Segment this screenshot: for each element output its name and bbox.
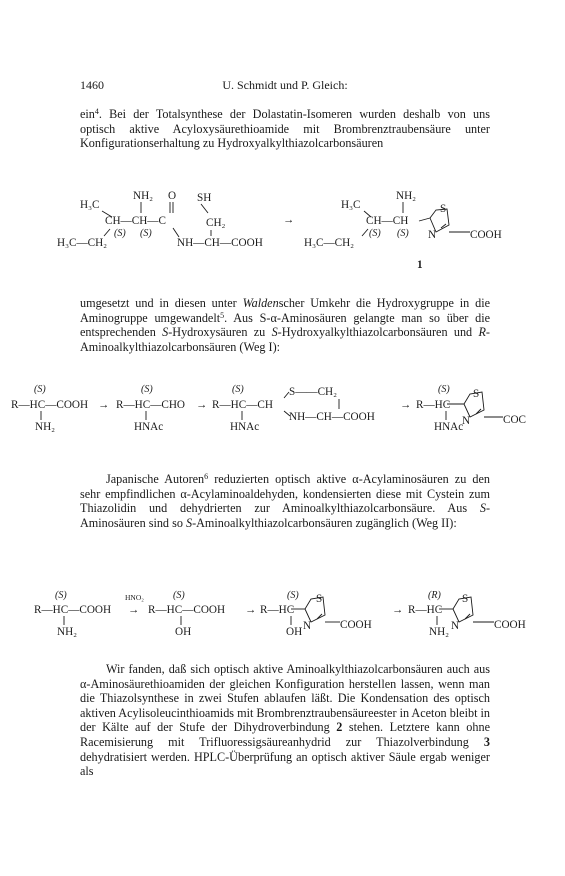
compound-number: 1 xyxy=(417,259,423,271)
stereo-label: (S) xyxy=(232,384,244,395)
label: HNAc xyxy=(230,421,260,433)
reaction-arrow: → xyxy=(128,604,140,616)
text: umgesetzt und in diesen unter xyxy=(80,296,243,310)
ring-atom: N xyxy=(303,620,312,632)
footnote-ref: 5 xyxy=(220,310,225,320)
text: -Aminosäuren sind so xyxy=(80,501,490,530)
stereo-label: (S) xyxy=(173,590,185,601)
label: R—HC—COOH xyxy=(11,399,89,411)
text: dehydratisiert werden. HPLC-Überprüfung an optisch aktiver Säule ergab weniger als xyxy=(80,749,490,779)
reaction-scheme-1 xyxy=(0,182,565,277)
label: R—HC—COOH xyxy=(34,604,112,616)
compound-ref: 3 xyxy=(483,734,490,749)
label: R—HC xyxy=(260,604,295,616)
reaction-arrow: → xyxy=(196,399,208,411)
label: O xyxy=(168,190,177,202)
label: H₃C xyxy=(80,199,100,211)
label: HNAc xyxy=(134,421,164,433)
stereo-label: (S) xyxy=(34,384,46,395)
stereo-label: (S) xyxy=(287,590,299,601)
weg-2-scheme xyxy=(34,590,526,638)
text: -Hydroxyalkylthiazolcarbonsäuren und xyxy=(277,325,479,340)
paragraph-3 xyxy=(80,472,490,530)
text: Japanische Autoren xyxy=(106,472,205,486)
page-header xyxy=(80,78,490,94)
ring-atom: N xyxy=(451,620,460,632)
label: HNAc xyxy=(434,421,464,433)
label: NH₂ xyxy=(57,626,78,638)
ring-atom: N xyxy=(428,229,437,241)
label: NH—CH—COOH xyxy=(289,411,375,423)
stereo-label: (S) xyxy=(438,384,450,395)
page-number: 1460 xyxy=(80,78,104,92)
footnote-ref: 6 xyxy=(204,472,209,481)
label: COOH xyxy=(494,619,526,631)
compound-ref: 2 xyxy=(336,720,343,735)
label: SH xyxy=(197,192,212,204)
text: ein xyxy=(80,107,95,121)
reaction-arrow: → xyxy=(392,604,404,616)
reaction-arrow: → xyxy=(98,399,110,411)
ring-atom: S xyxy=(316,593,323,605)
reaction-scheme-3 xyxy=(0,580,565,655)
label: CH—CH xyxy=(366,215,409,227)
text-italic: S xyxy=(479,501,486,516)
stereo-label: (R) xyxy=(428,590,441,601)
reaction-arrow: → xyxy=(245,604,257,616)
text: -Aminoalkylthiazolcarbonsäuren (Weg I): xyxy=(80,325,490,354)
ring-atom: S xyxy=(440,203,447,215)
label: NH₂ xyxy=(35,421,56,433)
ring-atom: N xyxy=(462,415,471,427)
label: R—HC—COOH xyxy=(148,604,226,616)
label: CH₂ xyxy=(206,217,226,229)
label: OH xyxy=(286,626,303,638)
text-italic: R xyxy=(478,325,486,340)
text-italic: S xyxy=(162,325,169,340)
text: . Bei der Totalsynthese der Dolastatin-Isomeren wurden deshalb von uns optisch aktive Acyloxysäurethioamide mit Brombrenztraubensäure unter Konfigurationserhaltung zu Hydroxyalkylthiazolcarbonsäuren xyxy=(80,107,490,151)
ring-atom: S xyxy=(462,593,469,605)
label: R—HC xyxy=(408,604,443,616)
label: R—HC—CH xyxy=(212,399,273,411)
label: R—HC—CHO xyxy=(116,399,185,411)
text-italic: Walden xyxy=(242,296,279,310)
reaction-arrow: → xyxy=(283,214,295,226)
paragraph-2 xyxy=(80,296,490,354)
label: NH—CH—COOH xyxy=(177,237,263,249)
stereo-label: (S) xyxy=(140,228,152,239)
ring-atom: S xyxy=(473,388,480,400)
paragraph-4 xyxy=(80,662,490,779)
text: -Hydroxysäuren zu xyxy=(168,325,272,340)
label: NH₂ xyxy=(429,626,450,638)
running-title: U. Schmidt und P. Gleich: xyxy=(222,78,348,92)
product-thiazole-1 xyxy=(304,190,502,271)
paragraph-1 xyxy=(80,107,490,151)
stereo-label: (S) xyxy=(369,228,381,239)
stereo-label: (S) xyxy=(114,228,126,239)
label: H₃C xyxy=(341,199,361,211)
label: COOH xyxy=(470,229,502,241)
weg-1-scheme xyxy=(11,384,526,433)
stereo-label: (S) xyxy=(397,228,409,239)
text-italic: S xyxy=(271,325,278,340)
text: reduzierten optisch aktive α-Acylaminosäuren zu den sehr empfindlichen α-Acylaminoaldehyden, kondensierten diese mit Cystein zum Thiazolidin und dehydrierten zur Aminoalkylthiazolcarbonsäure. Aus xyxy=(80,472,490,516)
text: -Aminoalkylthiazolcarbonsäuren zugänglich (Weg II): xyxy=(192,515,457,530)
stereo-label: (S) xyxy=(55,590,67,601)
label: CH—CH—C xyxy=(105,215,166,227)
text-italic: S xyxy=(185,515,193,530)
label: COOH xyxy=(340,619,372,631)
label: S——CH₂ xyxy=(289,386,338,398)
label: NH₂ xyxy=(133,190,154,202)
label: NH₂ xyxy=(396,190,417,202)
text: Wir fanden, daß sich optisch aktive Aminoalkylthiazolcarbonsäuren auch aus α-Aminosäurethioamiden der gleichen Konfiguration herstellen lassen, wenn man die Thiazolsynthese in zwei Stufen ablaufen läßt. Die Kondensation des optisch aktiven Acylisoleucinthioamids mit Brombrenztraubensäureester in Aceton bleibt in der Kälte auf der Stufe der Dihydroverbindung xyxy=(80,662,490,735)
reaction-arrow: → xyxy=(400,399,412,411)
reagent-label: HNO₂ xyxy=(125,593,144,602)
reactant-thioamide xyxy=(57,190,263,249)
label: H₃C—CH₂ xyxy=(57,237,108,249)
label: R—HC xyxy=(416,399,451,411)
stereo-label: (S) xyxy=(141,384,153,395)
label: H₃C—CH₂ xyxy=(304,237,355,249)
label: OH xyxy=(175,626,192,638)
label: COC xyxy=(503,414,527,426)
reaction-scheme-2 xyxy=(0,370,565,450)
footnote-ref: 4 xyxy=(94,107,99,116)
text: stehen. Letztere kann ohne Racemisierung mit Trifluoressigsäureanhydrid zur Thiazolverbindung xyxy=(80,720,490,749)
text: . Aus S-α-Aminosäuren gelangte man so über die entsprechenden xyxy=(80,310,490,340)
text: scher Umkehr die Hydroxygruppe in die Aminogruppe umgewandelt xyxy=(80,296,490,325)
